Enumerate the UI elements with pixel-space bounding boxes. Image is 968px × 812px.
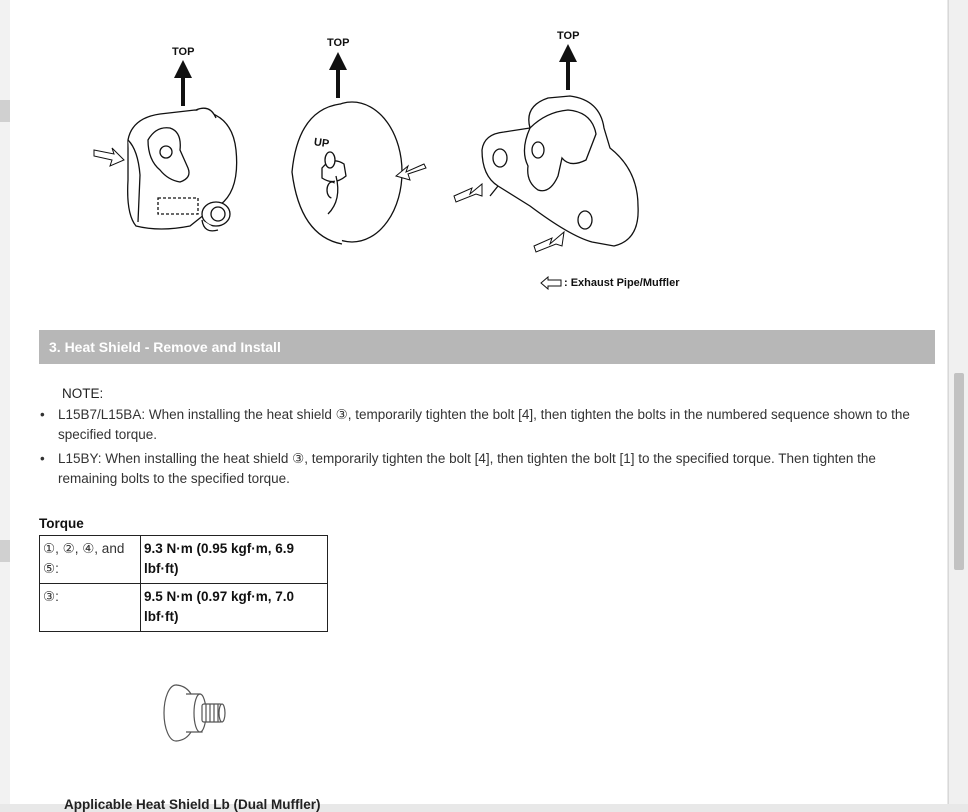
- exhaust-side-arrow-icon: [454, 184, 482, 202]
- note-item-text: L15B7/L15BA: When installing the heat shield ③, temporarily tighten the bolt [4], then tighten the bolts in the numbered sequence shown to the specified torque.: [58, 407, 910, 442]
- note-item-text: L15BY: When installing the heat shield ③, temporarily tighten the bolt [4], then tighten the bolt [1] to the specified torque. Then tighten the remaining bolts to the specified torque.: [58, 451, 876, 486]
- hollow-arrow-icon: [540, 276, 562, 290]
- top-arrow-icon: [559, 44, 577, 90]
- top-label: TOP: [557, 30, 580, 42]
- torque-title: Torque: [39, 516, 84, 531]
- bullet-marker: •: [40, 407, 45, 422]
- bullet-marker: •: [40, 451, 45, 466]
- top-arrow-icon: [174, 60, 192, 106]
- exhaust-side-arrow-icon: [534, 232, 564, 252]
- section-header: 3. Heat Shield - Remove and Install: [39, 330, 935, 364]
- torque-value-cell: 9.3 N·m (0.95 kgf·m, 6.9 lbf·ft): [141, 536, 328, 584]
- table-row: [40, 584, 328, 632]
- left-edge-marker: [0, 540, 10, 562]
- bolt-icon: [160, 680, 230, 746]
- torque-value-cell: 9.5 N·m (0.97 kgf·m, 7.0 lbf·ft): [141, 584, 328, 632]
- top-label: TOP: [172, 46, 195, 58]
- left-edge-marker: [0, 100, 10, 122]
- legend-text: : Exhaust Pipe/Muffler: [564, 277, 680, 289]
- top-label: TOP: [327, 37, 350, 49]
- rubber-mount-1: [128, 108, 237, 231]
- cut-off-heading: Applicable Heat Shield Lb (Dual Muffler): [64, 797, 321, 812]
- torque-parts-cell: ③:: [40, 584, 141, 632]
- rubber-mount-3: [482, 96, 638, 246]
- exhaust-side-arrow-icon: [94, 148, 124, 166]
- document-page: [10, 0, 947, 812]
- rubber-mount-diagram: [10, 0, 947, 320]
- torque-table: [39, 535, 328, 632]
- figure-legend: [540, 276, 680, 290]
- torque-parts-cell: ①, ②, ④, and ⑤:: [40, 536, 141, 584]
- note-title: NOTE:: [62, 386, 104, 401]
- table-row: [40, 536, 328, 584]
- scrollbar-thumb[interactable]: [954, 373, 964, 570]
- top-arrow-icon: [329, 52, 347, 98]
- rubber-mount-2: [292, 102, 402, 244]
- mount-up-stamp: UP: [313, 136, 330, 151]
